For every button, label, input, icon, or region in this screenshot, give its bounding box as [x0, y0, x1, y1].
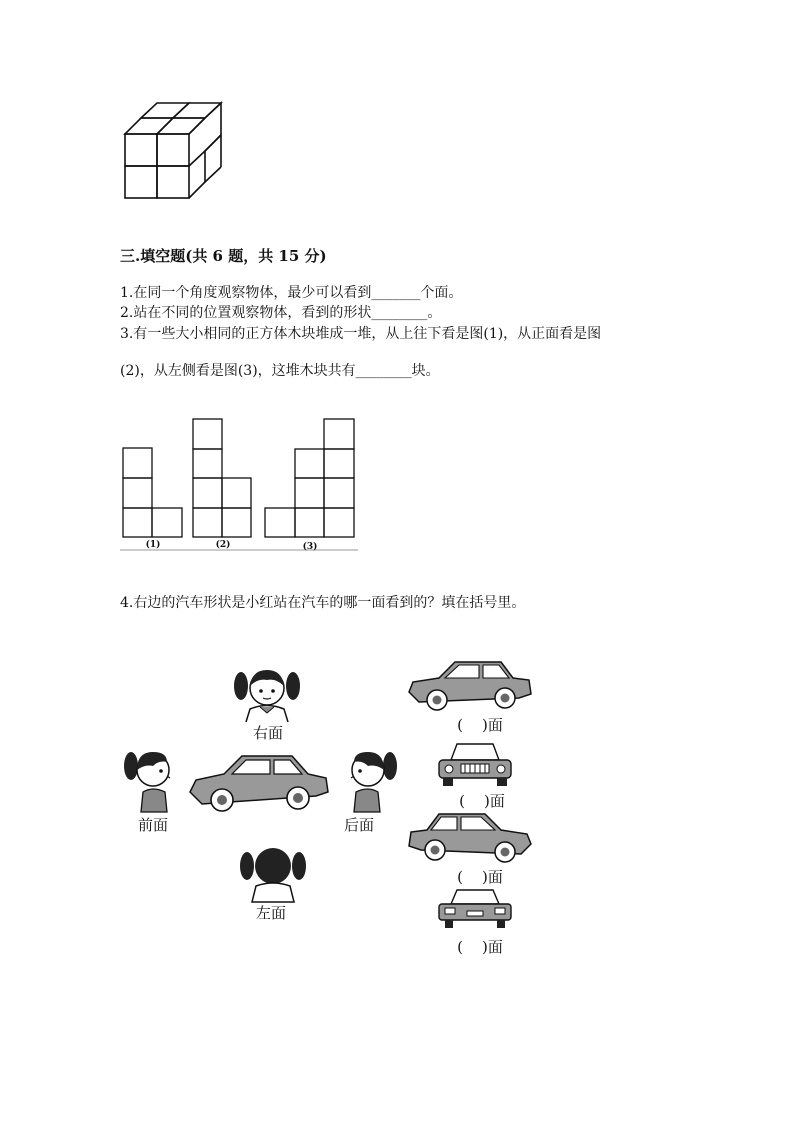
central-car-illustration	[186, 752, 331, 814]
question-4: 4.右边的汽车形状是小红站在汽车的哪一面看到的？填在括号里。	[120, 595, 526, 611]
figure-label-1: (1)	[145, 540, 161, 550]
cube-stack-figure	[120, 100, 225, 202]
answer-car-3-side-view	[405, 810, 535, 866]
label-left-side: 左面	[255, 904, 286, 922]
answer-car-2-front-view	[435, 740, 515, 790]
answer-car-4-rear-view	[435, 886, 515, 932]
girl-back-side-illustration	[338, 744, 398, 814]
label-back-side: 后面	[343, 816, 374, 834]
section-title: 三.填空题(共 6 题，共 15 分)	[120, 247, 327, 265]
answer-blank-4[interactable]: ( )面	[457, 938, 503, 956]
label-front-side: 前面	[137, 816, 168, 834]
figure-label-2: (2)	[215, 540, 231, 550]
question-3-line-1: 3.有一些大小相同的正方体木块堆成一堆，从上往下看是图(1)，从正面看是图	[120, 326, 602, 342]
three-views-figure	[120, 416, 360, 552]
girl-right-side-illustration	[232, 664, 302, 724]
label-right-side: 右面	[252, 724, 283, 742]
answer-blank-2[interactable]: ( )面	[459, 792, 505, 810]
question-1: 1.在同一个角度观察物体，最少可以看到_______个面。	[120, 285, 463, 301]
answer-blank-1[interactable]: ( )面	[457, 716, 503, 734]
answer-car-1-side-view	[405, 658, 535, 714]
question-3-line-2: (2)，从左侧看是图(3)，这堆木块共有________块。	[120, 363, 440, 379]
girl-front-side-illustration	[123, 744, 183, 814]
question-2: 2.站在不同的位置观察物体，看到的形状________。	[120, 305, 442, 321]
girl-left-side-illustration	[238, 842, 308, 904]
figure-label-3: (3)	[302, 542, 318, 552]
answer-blank-3[interactable]: ( )面	[457, 868, 503, 886]
